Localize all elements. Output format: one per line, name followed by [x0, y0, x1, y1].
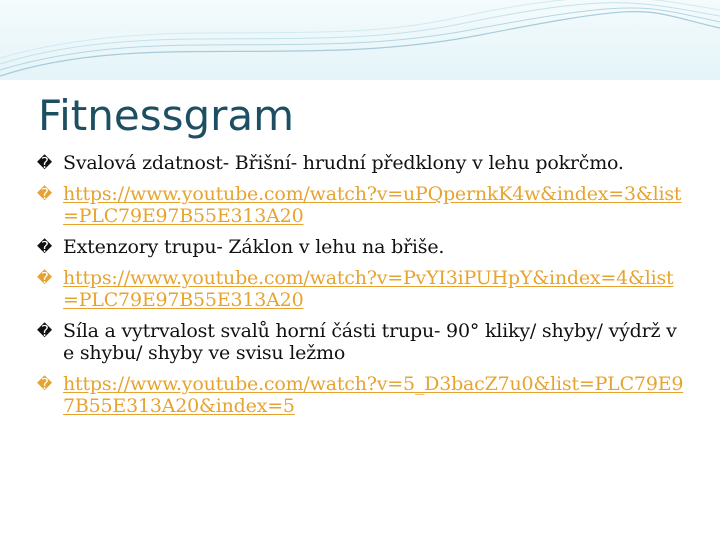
missing-glyph-icon: �: [36, 185, 53, 203]
youtube-link-upper-body[interactable]: https://www.youtube.com/watch?v=5_D3bacZ7u0&list=PLC79E97B55E313A20&index=5: [63, 373, 684, 417]
decorative-wave-lines: [0, 0, 720, 80]
list-item: [34, 320, 684, 364]
missing-glyph-icon: �: [36, 238, 53, 256]
list-item: [34, 183, 684, 227]
item-text-abdominal-test: Svalová zdatnost- Břišní- hrudní předklony v lehu pokrčmo.: [63, 152, 624, 174]
list-item: [34, 267, 684, 311]
missing-glyph-icon: �: [36, 322, 53, 340]
page-title: Fitnessgram: [38, 91, 295, 140]
item-text-trunk-extensors: Extenzory trupu- Záklon v lehu na břiše.: [63, 236, 445, 258]
missing-glyph-icon: �: [36, 375, 53, 393]
decorative-header-band: [0, 0, 720, 80]
content-list: [34, 152, 684, 426]
list-item: [34, 236, 684, 258]
youtube-link-abdominal[interactable]: https://www.youtube.com/watch?v=uPQpernkK4w&index=3&list=PLC79E97B55E313A20: [63, 183, 682, 227]
list-item: [34, 373, 684, 417]
missing-glyph-icon: �: [36, 154, 53, 172]
missing-glyph-icon: �: [36, 269, 53, 287]
youtube-link-trunk-extensors[interactable]: https://www.youtube.com/watch?v=PvYI3iPUHpY&index=4&list=PLC79E97B55E313A20: [63, 267, 674, 311]
list-item: [34, 152, 684, 174]
item-text-upper-body-strength: Síla a vytrvalost svalů horní části trupu- 90° kliky/ shyby/ výdrž ve shybu/ shyby ve svisu ležmo: [63, 320, 677, 364]
